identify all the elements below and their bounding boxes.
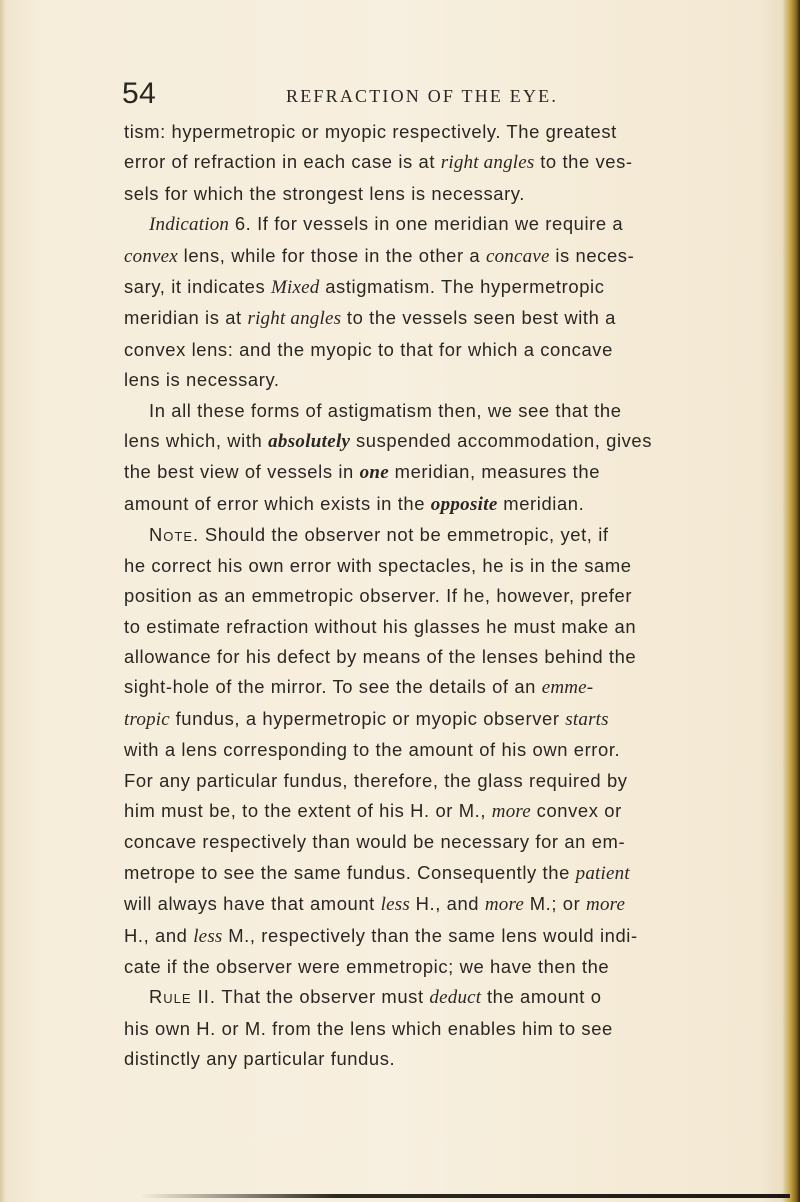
text-segment: he correct his own error with spectacles, he is in the same [124, 554, 632, 576]
text-segment: lens which, with [124, 430, 269, 452]
text-segment: meridian is at [124, 307, 248, 329]
text-segment: sight-hole of the mirror. To see the details of an [124, 676, 542, 698]
small-caps-text: Rule II. [149, 986, 217, 1008]
italic-text: emme- [541, 677, 594, 699]
text-segment: with a lens corresponding to the amount of his own error. [124, 739, 621, 761]
text-segment: metrope to see the same fundus. Consequently the [124, 861, 576, 883]
text-line [124, 365, 724, 395]
italic-text: less [380, 894, 410, 916]
italic-text: right angles [440, 152, 535, 174]
text-line [124, 272, 724, 303]
text-line [124, 426, 724, 457]
italic-text: more [491, 800, 531, 822]
page-edge-shadow [782, 0, 800, 1202]
text-line [124, 303, 724, 334]
text-segment: That the observer must [216, 986, 430, 1008]
text-line [124, 209, 724, 240]
text-segment: allowance for his defect by means of the lenses behind the [124, 645, 637, 667]
text-line [124, 241, 724, 272]
text-segment: convex lens: and the myopic to that for which a concave [124, 338, 613, 360]
text-segment: error of refraction in each case is at [124, 151, 441, 173]
text-line [124, 396, 724, 426]
text-line [124, 952, 724, 982]
text-line [124, 457, 724, 488]
text-line [124, 766, 724, 796]
text-segment: tism: hypermetropic or myopic respectively. The greatest [124, 121, 617, 142]
text-segment: convex or [530, 799, 622, 821]
text-line [124, 520, 724, 550]
italic-text: less [193, 925, 223, 947]
italic-text: patient [575, 862, 630, 884]
text-line [124, 335, 724, 365]
text-line [124, 827, 724, 857]
italic-text: Mixed [271, 277, 320, 299]
text-line [124, 704, 724, 735]
text-segment: is neces- [549, 244, 635, 266]
page-gutter-shading [0, 0, 6, 1202]
text-line [124, 889, 724, 920]
text-segment: lens, while for those in the other a [177, 244, 486, 266]
text-segment: him must be, to the extent of his H. or M., [124, 799, 492, 821]
text-line [124, 858, 724, 889]
body-text [124, 117, 724, 1075]
text-line [124, 796, 724, 827]
bold-italic-text: absolutely [268, 431, 351, 453]
italic-text: starts [565, 708, 609, 730]
italic-text: more [586, 894, 626, 916]
text-segment: meridian. [497, 492, 585, 514]
text-line [124, 612, 724, 642]
text-line [124, 551, 724, 581]
text-line [124, 489, 724, 520]
text-segment: In all these forms of astigmatism then, we see that the [149, 399, 622, 421]
text-line [124, 117, 724, 147]
italic-text: deduct [429, 987, 482, 1009]
text-segment: M.; or [524, 893, 587, 915]
bottom-edge-line [140, 1194, 790, 1198]
page-header [122, 76, 682, 116]
text-segment: cate if the observer were emmetropic; we have then the [124, 955, 610, 977]
text-segment: to estimate refraction without his glasses he must make an [124, 615, 637, 637]
text-line [124, 581, 724, 611]
text-segment: the best view of vessels in [124, 461, 360, 483]
text-segment: suspended accommodation, gives [350, 430, 653, 452]
text-line [124, 672, 724, 703]
text-segment: sels for which the strongest lens is necessary. [124, 182, 525, 204]
small-caps-text: Note. [149, 524, 200, 546]
text-line [124, 1014, 724, 1044]
text-line [124, 179, 724, 209]
text-segment: H., and [124, 924, 194, 946]
text-segment: sary, it indicates [124, 276, 271, 298]
text-segment: amount of error which exists in the [124, 492, 431, 514]
text-line [124, 921, 724, 952]
text-segment: to the vessels seen best with a [341, 307, 616, 329]
italic-text: convex [124, 245, 178, 267]
text-segment: the amount o [481, 986, 602, 1008]
text-line [124, 982, 724, 1013]
text-segment: will always have that amount [124, 893, 381, 915]
bold-italic-text: opposite [430, 493, 498, 515]
italic-text: more [484, 894, 524, 916]
italic-text: concave [485, 245, 550, 267]
text-segment: 6. If for vessels in one meridian we require a [229, 213, 624, 235]
bold-italic-text: one [359, 462, 389, 484]
text-segment: position as an emmetropic observer. If he, however, prefer [124, 585, 633, 607]
text-segment: meridian, measures the [388, 461, 601, 483]
text-line [124, 147, 724, 178]
text-line [124, 1044, 724, 1074]
italic-text: right angles [247, 308, 342, 330]
running-head: REFRACTION OF THE EYE. [286, 86, 559, 106]
text-segment: his own H. or M. from the lens which enables him to see [124, 1017, 613, 1039]
italic-text: tropic [124, 708, 170, 730]
text-segment: concave respectively than would be necessary for an em- [124, 831, 626, 853]
text-line [124, 735, 724, 765]
text-line [124, 642, 724, 672]
text-segment: distinctly any particular fundus. [124, 1048, 396, 1070]
italic-text: Indication [149, 214, 230, 236]
text-segment: Should the observer not be emmetropic, yet, if [199, 524, 609, 546]
text-segment: M., respectively than the same lens would indi- [222, 924, 638, 946]
text-segment: For any particular fundus, therefore, the glass required by [124, 769, 628, 791]
text-segment: lens is necessary. [124, 369, 280, 391]
text-segment: fundus, a hypermetropic or myopic observer [169, 707, 566, 729]
text-segment: H., and [409, 893, 485, 915]
text-segment: to the ves- [534, 151, 633, 173]
text-segment: astigmatism. The hypermetropic [319, 276, 605, 298]
page-number: 54 [122, 77, 157, 110]
